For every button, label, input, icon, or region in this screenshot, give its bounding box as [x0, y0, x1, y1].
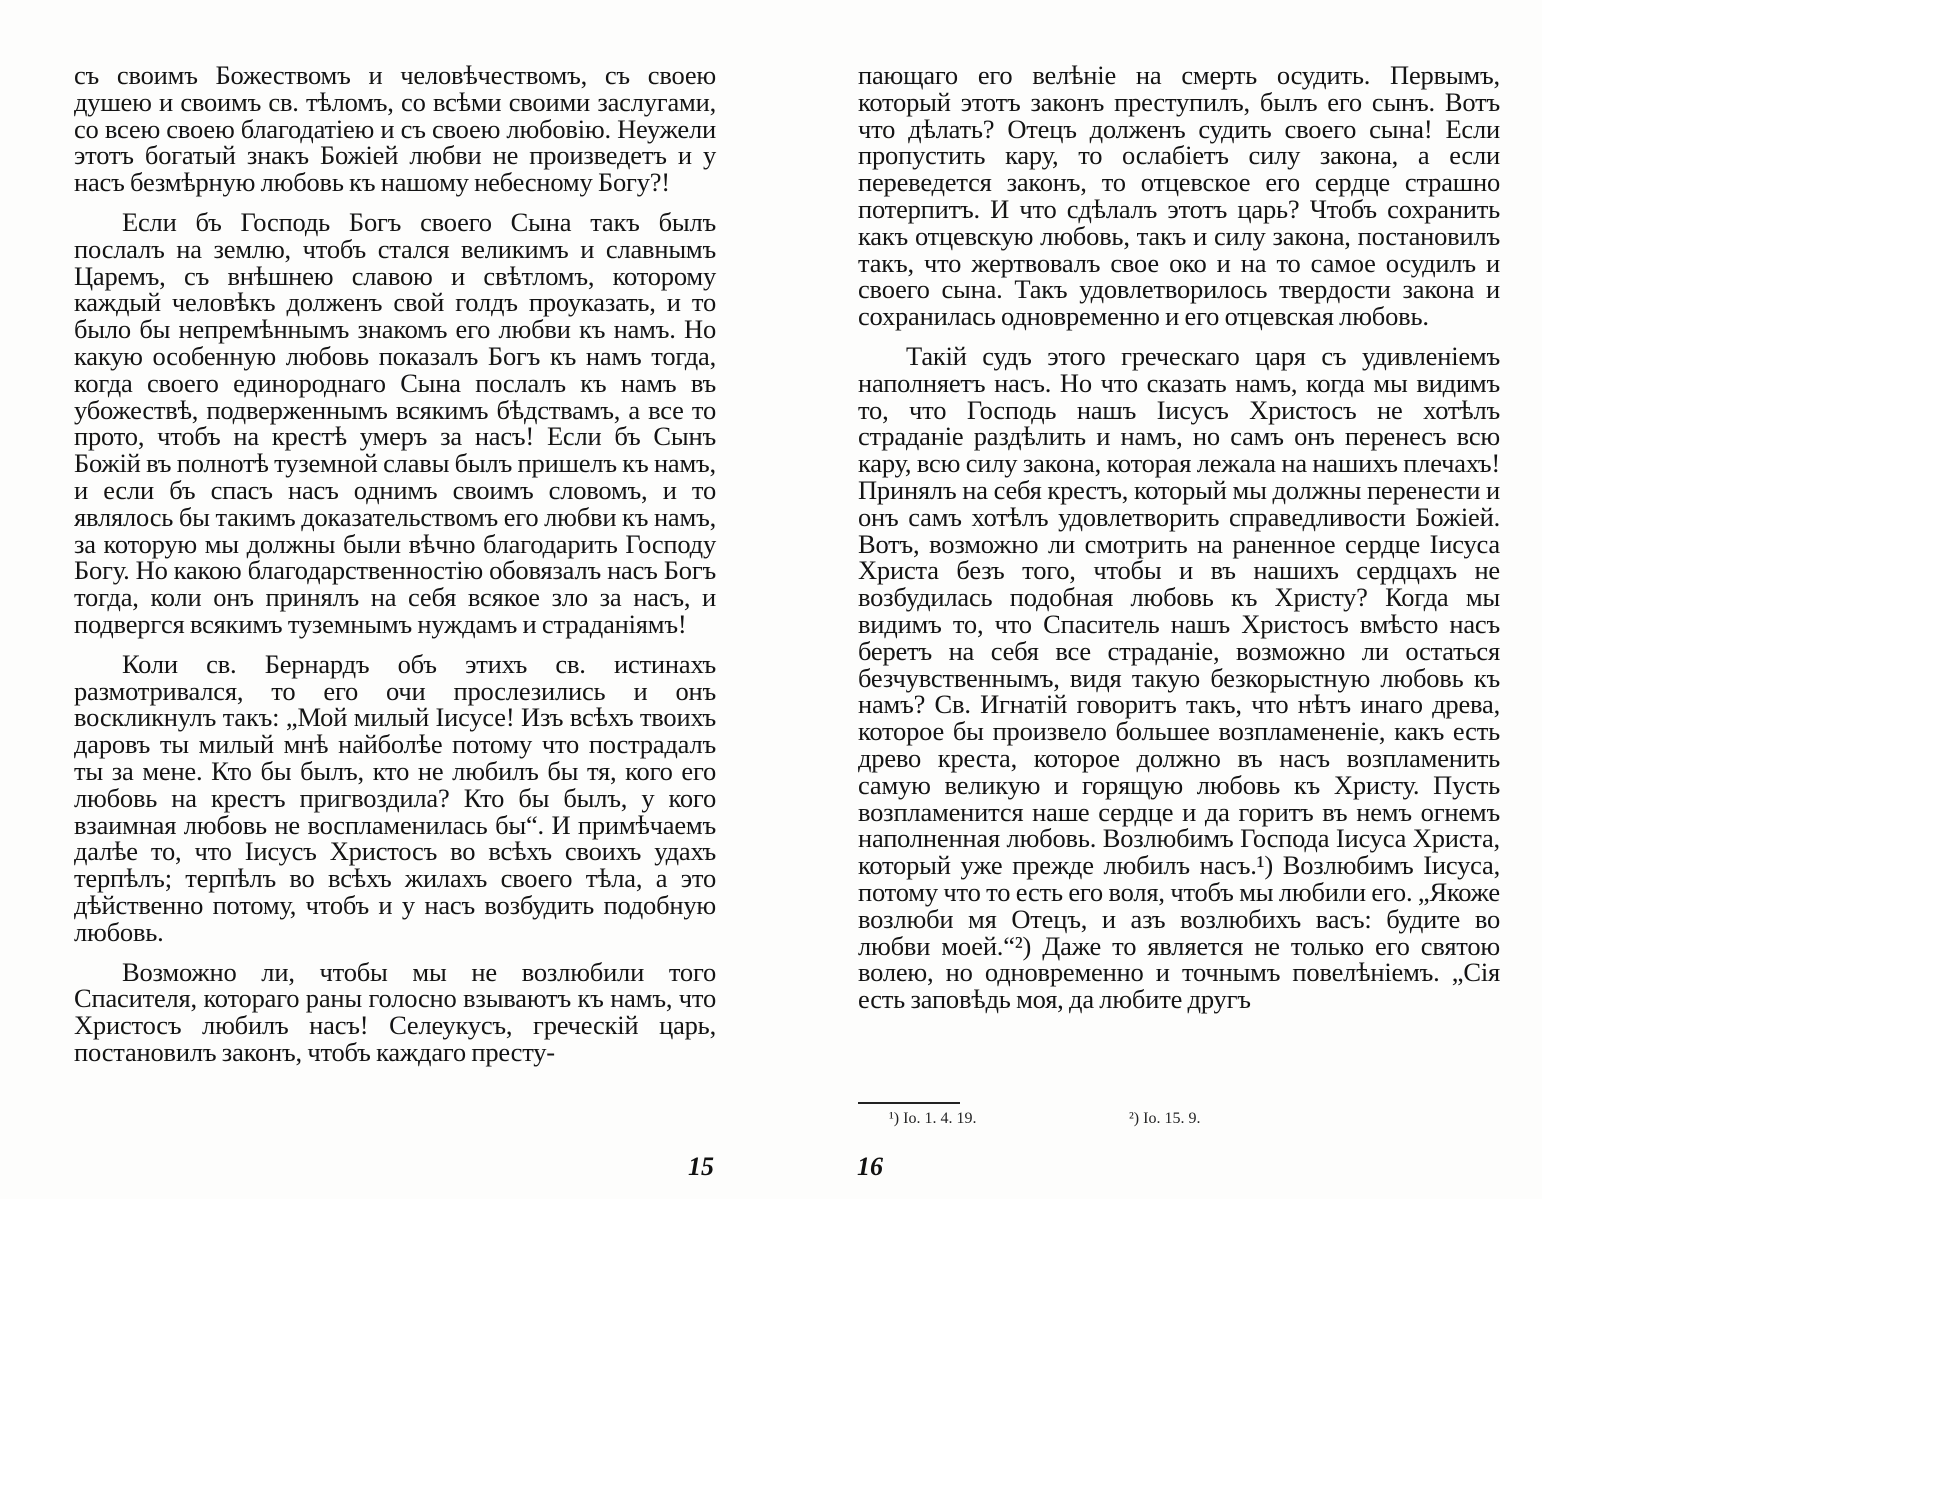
paragraph: Коли св. Бернардъ объ этихъ св. истинахъ размотривался, то его очи прослезились и онъ воскликнулъ такъ: „Мой милый Iисусе! Изъ всѣхъ твоихъ даровъ ты милый мнѣ найболѣе потому что пострадалъ ты за мене. Кто бы былъ, кто не любилъ бы тя, кого его любовь на крестъ пригвоздила? Кто бы былъ, у кого взаимная любовь не воспламенилась бы“. И примѣчаемъ далѣе то, что Iисусъ Христосъ во всѣхъ своихъ удахъ терпѣлъ; терпѣлъ во всѣхъ жилахъ своего тѣла, а это дѣйственно потому, чтобъ и у насъ возбудить подобную любовь. [74, 648, 716, 947]
paragraph: пающаго его велѣнiе на смерть осудить. Первымъ, который этотъ законъ преступилъ, былъ его сынъ. Вотъ что дѣлать? Отецъ долженъ судить своего сына! Если пропустить кару, то ослабiетъ силу закона, а если переведется законъ, то отцевское его сердце страшно потерпитъ. И что сдѣлалъ этотъ царь? Чтобъ сохранить какъ отцевскую любовь, такъ и силу закона, постановилъ такъ, что жертвовалъ свое око и на то самое осудилъ и своего сына. Такъ удовлетворилось твердости закона и сохранилась одновременно и его отцевская любовь. [858, 60, 1500, 332]
footnote: ¹) Iо. 1. 4. 19. [889, 1110, 977, 1127]
paragraph: съ своимъ Божествомъ и человѣчествомъ, съ своею душею и своимъ св. тѣломъ, со всѣми своими заслугами, со всею своею благодатiею и съ своею любовiю. Неужели этотъ богатый знакъ Божiей любви не произведетъ и у насъ безмѣрную любовь къ нашому небесному Богу?! [74, 60, 716, 198]
footnote: ²) Iо. 15. 9. [1129, 1110, 1201, 1127]
right-page-text [858, 62, 1500, 1013]
left-page-text [74, 62, 716, 1066]
paragraph: Если бъ Господь Богъ своего Сына такъ былъ послалъ на землю, чтобъ стался великимъ и славнымъ Царемъ, съ внѣшнею славою и свѣтломъ, которому каждый человѣкъ долженъ свой голдъ проуказать, и то было бы непремѣннымъ знакомъ его любви къ намъ. Но какую особенную любовь показалъ Богъ къ намъ тогда, когда своего единороднаго Сына послалъ къ намъ въ убожествѣ, подверженнымъ всякимъ бѣдствамъ, а все то прото, чтобъ на крестѣ умеръ за насъ! Если бъ Сынъ Божiй въ полнотѣ туземной славы былъ пришелъ къ намъ, и если бъ спасъ насъ однимъ своимъ словомъ, и то являлось бы такимъ доказательствомъ его любви къ намъ, за которую мы должны были вѣчно благодарить Господу Богу. Но какою благодарственностiю обовязалъ насъ Богъ тогда, коли онъ принялъ на себя всякое зло за насъ, и подвергся всякимъ туземнымъ нуждамъ и страданiямъ! [74, 206, 716, 639]
right-page [771, 0, 1542, 1199]
footnote-divider [858, 1102, 960, 1104]
left-page [0, 0, 771, 1199]
page-number: 16 [857, 1152, 883, 1181]
page-number: 15 [688, 1152, 714, 1181]
paragraph: Возможно ли, чтобы мы не возлюбили того Спасителя, котораго раны голосно взываютъ къ намъ, что Христосъ любилъ насъ! Селеукусъ, греческiй царь, постановилъ законъ, чтобъ каждаго престу- [74, 956, 716, 1067]
paragraph: Такiй судъ этого греческаго царя съ удивленiемъ наполняетъ насъ. Но что сказать намъ, когда мы видимъ то, что Господь нашъ Iисусъ Христосъ не хотѣлъ страданiе раздѣлить и намъ, но самъ онъ перенесъ всю кару, всю силу закона, которая лежала на нашихъ плечахъ! Принялъ на себя крестъ, который мы должны перенести и онъ самъ хотѣлъ удовлетворить справедливости Божiей. Вотъ, возможно ли смотрить на раненное сердце Iисуса Христа безъ того, чтобы и въ нашихъ сердцахъ не возбудилась подобная любовь къ Христу? Когда мы видимъ то, что Спаситель нашъ Христосъ вмѣсто насъ беретъ на себя все страданiе, возможно ли остаться безчувственнымъ, видя такую безкорыстную любовь къ намъ? Св. Игнатiй говоритъ такъ, что нѣтъ инаго древа, которое бы произвело большее возпламененiе, какъ есть древо креста, которое должно въ насъ возпламенить самую великую и горящую любовь къ Христу. Пусть возпламенится наше сердце и да горитъ въ немъ огнемъ наполненная любовь. Возлюбимъ Господа Iисуса Христа, который уже прежде любилъ насъ.¹) Возлюбимъ Iисуса, потому что то есть его воля, чтобъ мы любили его. „Якоже возлюби мя Отецъ, и азъ возлюбихъ васъ: будите во любви моей.“²) Даже то является не только его святою волею, но одновременно и точнымъ повелѣнiемъ. „Сiя есть заповѣдь моя, да любите другъ [858, 340, 1500, 1015]
